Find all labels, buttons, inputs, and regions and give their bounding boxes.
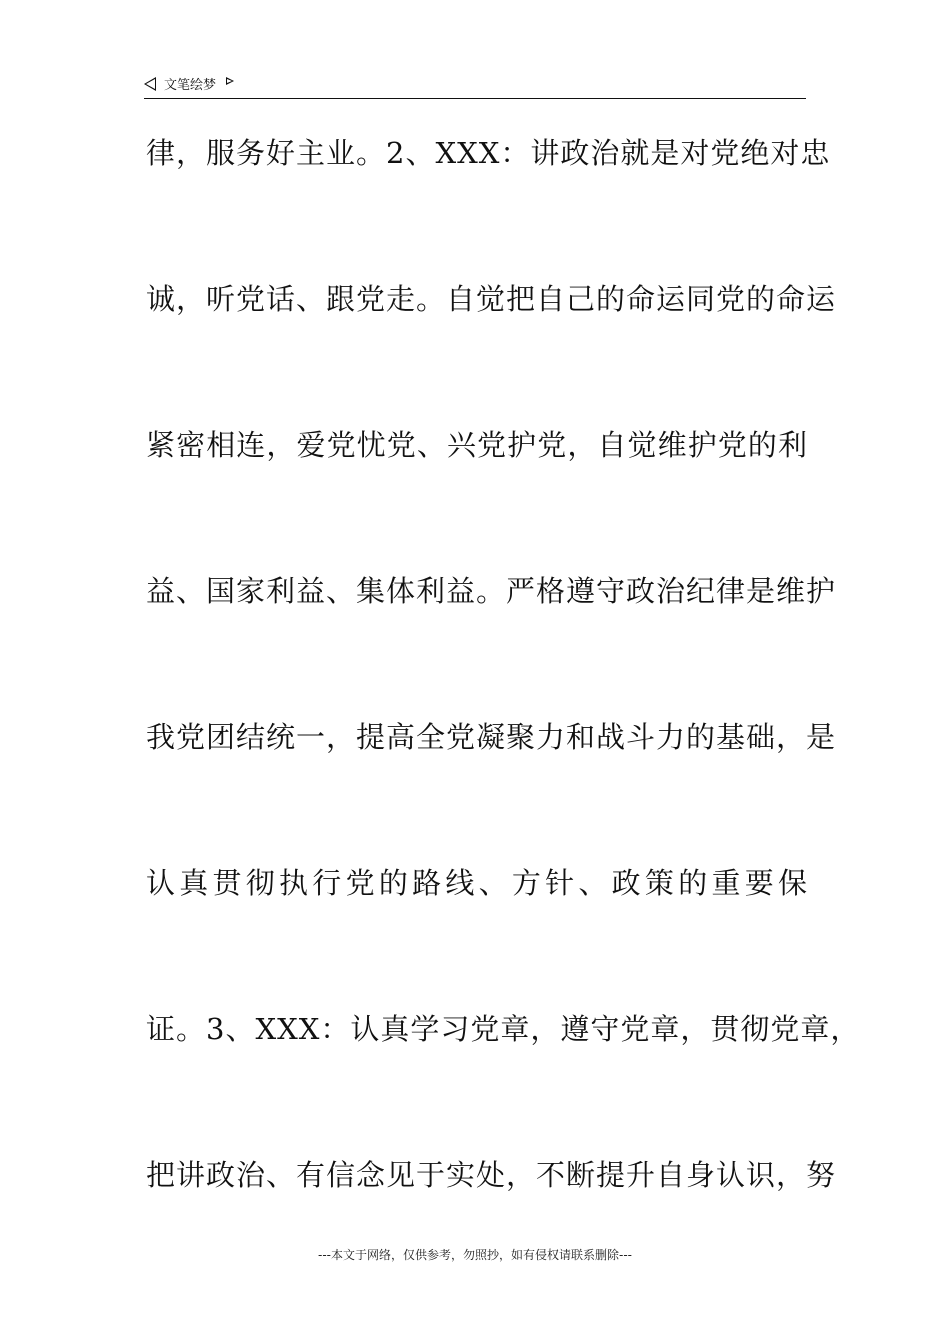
body-line: 把讲政治、有信念见于实处，不断提升自身认识，努 xyxy=(146,1158,837,1192)
page-header xyxy=(144,72,806,99)
triangle-right-icon xyxy=(226,77,234,85)
body-line: 我党团结统一，提高全党凝聚力和战斗力的基础，是 xyxy=(146,720,837,754)
body-line: 律，服务好主业。2、XXX：讲政治就是对党绝对忠 xyxy=(146,136,831,170)
triangle-left-icon xyxy=(144,77,156,91)
header-logo xyxy=(144,74,234,93)
document-body xyxy=(146,128,861,1296)
header-logo-text: 文笔绘梦 xyxy=(164,78,217,93)
page-footer: ---本文于网络，仅供参考，勿照抄，如有侵权请联系删除--- xyxy=(318,1248,632,1262)
body-line: 益、国家利益、集体利益。严格遵守政治纪律是维护 xyxy=(146,574,837,608)
body-line: 诚，听党话、跟党走。自觉把自己的命运同党的命运 xyxy=(146,282,837,316)
body-line: 紧密相连，爱党忧党、兴党护党，自觉维护党的利 xyxy=(146,428,808,462)
body-line: 认真贯彻执行党的路线、方针、政策的重要保 xyxy=(146,866,808,900)
body-line: 证。3、XXX：认真学习党章，遵守党章，贯彻党章， xyxy=(146,1012,861,1046)
